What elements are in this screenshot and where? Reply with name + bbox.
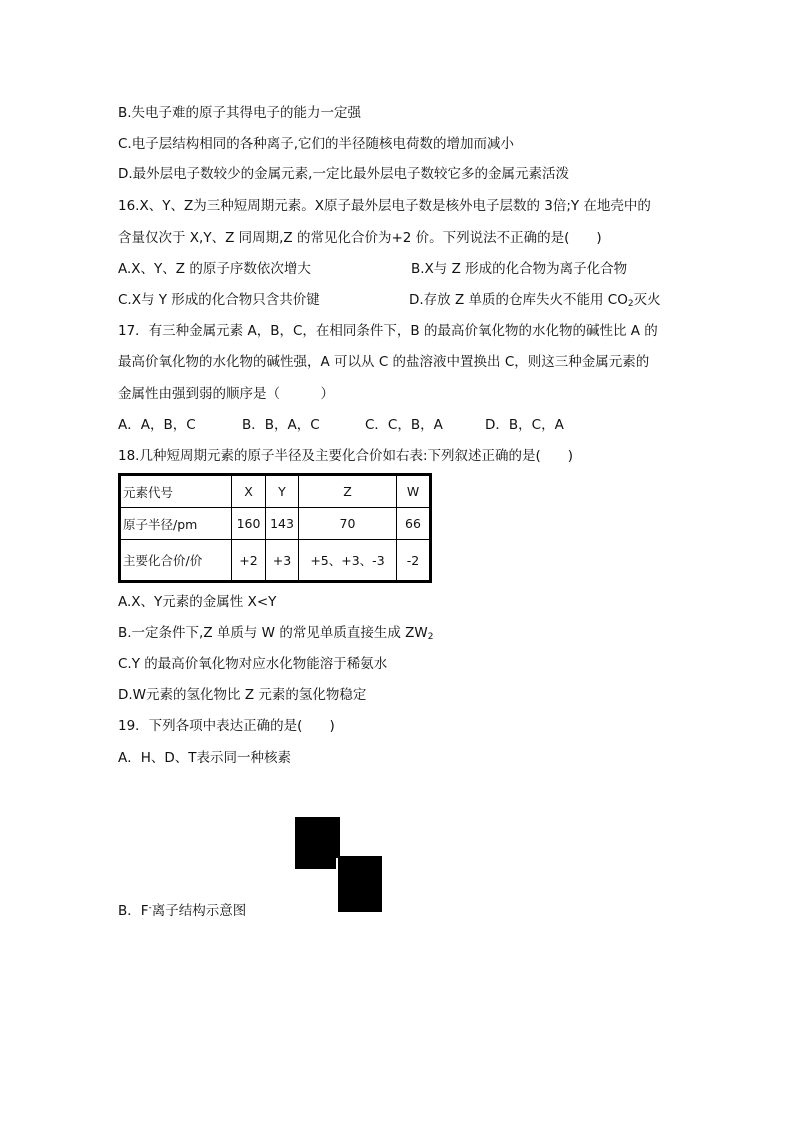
- q17-option-a: A．A，B，C: [118, 417, 196, 433]
- q17-stem-line1: 17．有三种金属元素 A，B，C，在相同条件下，B 的最高价氧化物的水化物的碱性比 A 的: [118, 323, 658, 339]
- q17-option-d: D．B，C，A: [485, 417, 564, 433]
- table-header-cell: X: [232, 475, 266, 508]
- table-cell: 66: [397, 508, 431, 540]
- q18-option-b-text: B.一定条件下,Z 单质与 W 的常见单质直接生成 ZW: [118, 625, 428, 641]
- ion-structure-image-bottom: [338, 856, 382, 912]
- table-header-cell: W: [397, 475, 431, 508]
- table-cell: +5、+3、-3: [299, 540, 397, 582]
- table-header-cell: 元素代号: [120, 475, 232, 508]
- option-c-line: C.电子层结构相同的各种离子,它们的半径随核电荷数的增加而减小: [118, 136, 515, 152]
- table-row: [120, 508, 431, 540]
- q16-stem-line2: 含量仅次于 X,Y、Z 同周期,Z 的常见化合价为+2 价。下列说法不正确的是( ): [118, 230, 602, 246]
- q17-option-c: C．C，B，A: [365, 417, 443, 433]
- q18-option-b: [118, 624, 433, 646]
- table-header-row: [120, 475, 431, 508]
- q18-option-c: C.Y 的最高价氧化物对应水化物能溶于稀氨水: [118, 656, 388, 672]
- q18-option-b-subscript: 2: [427, 632, 434, 642]
- ion-structure-image-top: [295, 817, 340, 869]
- table-cell: 70: [299, 508, 397, 540]
- q17-stem-line2: 最高价氧化物的水化物的碱性强，A 可以从 C 的盐溶液中置换出 C，则这三种金属元素的: [118, 354, 650, 370]
- q16-option-d-text: D.存放 Z 单质的仓库失火不能用 CO: [409, 292, 628, 308]
- q19-stem: 19．下列各项中表达正确的是( ): [118, 718, 335, 734]
- q18-stem: 18.几种短周期元素的原子半径及主要化合价如右表:下列叙述正确的是( ): [118, 448, 574, 464]
- q16-option-d-tail: 灭火: [633, 292, 661, 308]
- table-cell: 160: [232, 508, 266, 540]
- table-cell: 原子半径/pm: [120, 508, 232, 540]
- ion-structure-image-edge: [336, 858, 338, 912]
- q18-option-a: A.X、Y元素的金属性 X<Y: [118, 594, 277, 610]
- q19-option-b-tail: 离子结构示意图: [151, 903, 247, 919]
- q16-option-d-subscript: 2: [627, 299, 634, 309]
- q17-stem-line3: 金属性由强到弱的顺序是（ ）: [118, 386, 334, 402]
- option-b-line: B.失电子难的原子其得电子的能力一定强: [118, 105, 362, 121]
- table-cell: +2: [232, 540, 266, 582]
- q16-option-d: [409, 291, 661, 313]
- option-d-line: D.最外层电子数较少的金属元素,一定比最外层电子数较它多的金属元素活泼: [118, 166, 569, 182]
- table-row: [120, 540, 431, 582]
- table-cell: 主要化合价/价: [120, 540, 232, 582]
- q16-stem-line1: 16.X、Y、Z为三种短周期元素。X原子最外层电子数是核外电子层数的 3倍;Y 在地壳中的: [118, 198, 651, 214]
- q19-option-a: A．H、D、T表示同一种核素: [118, 750, 292, 766]
- element-data-table: [118, 473, 432, 583]
- table-cell: +3: [266, 540, 299, 582]
- q17-option-b: B．B，A，C: [242, 417, 320, 433]
- table-cell: 143: [266, 508, 299, 540]
- q16-option-a: A.X、Y、Z 的原子序数依次增大: [118, 261, 311, 277]
- q18-option-d: D.W元素的氢化物比 Z 元素的氢化物稳定: [118, 687, 367, 703]
- table-cell: -2: [397, 540, 431, 582]
- q19-option-b-superscript: -: [148, 903, 152, 913]
- q16-option-b: B.X与 Z 形成的化合物为离子化合物: [411, 261, 628, 277]
- q19-option-b-text: B．F: [118, 903, 149, 919]
- q16-option-c: C.X与 Y 形成的化合物只含共价键: [118, 292, 320, 308]
- table-header-cell: Y: [266, 475, 299, 508]
- table-header-cell: Z: [299, 475, 397, 508]
- q19-option-b: [118, 899, 246, 920]
